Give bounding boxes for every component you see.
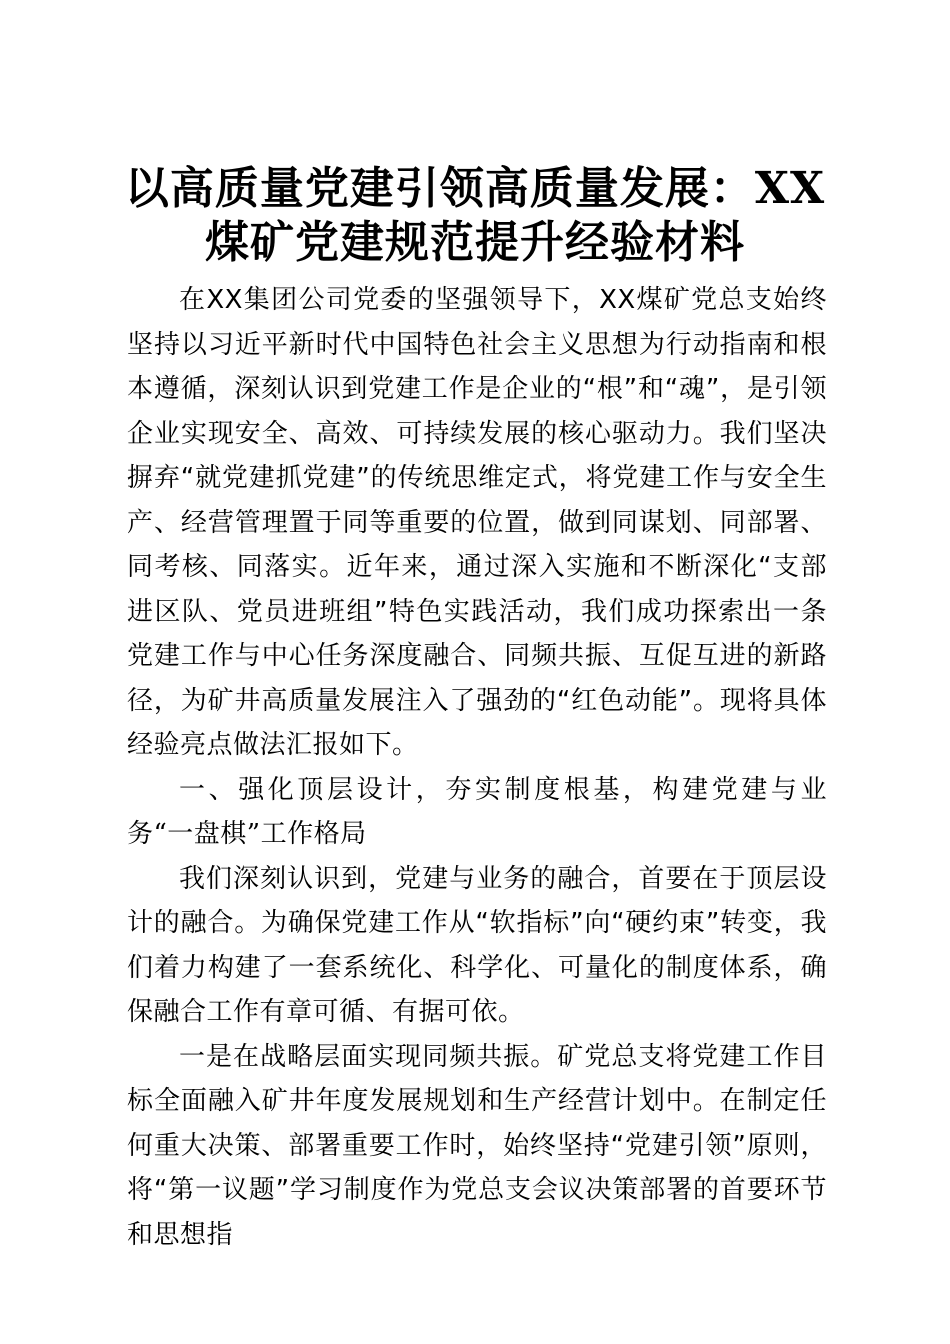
- document-body: [127, 278, 827, 1257]
- section-1-paragraph-2: 一是在战略层面实现同频共振。矿党总支将党建工作目标全面融入矿井年度发展规划和生产经营计划中。在制定任何重大决策、部署重要工作时，始终坚持“党建引领”原则，将“第一议题”学习制度作为党总支会议决策部署的首要环节和思想指: [127, 1041, 827, 1250]
- document-title: 以高质量党建引领高质量发展：XX煤矿党建规范提升经验材料: [124, 163, 826, 268]
- section-heading-1: 一、强化顶层设计，夯实制度根基，构建党建与业务“一盘棋”工作格局: [127, 774, 827, 849]
- intro-paragraph: 在XX集团公司党委的坚强领导下，XX煤矿党总支始终坚持以习近平新时代中国特色社会主义思想为行动指南和根本遵循，深刻认识到党建工作是企业的“根”和“魂”，是引领企业实现安全、高效、可持续发展的核心驱动力。我们坚决摒弃“就党建抓党建”的传统思维定式，将党建工作与安全生产、经营管理置于同等重要的位置，做到同谋划、同部署、同考核、同落实。近年来，通过深入实施和不断深化“支部进区队、党员进班组”特色实践活动，我们成功探索出一条党建工作与中心任务深度融合、同频共振、互促互进的新路径，为矿井高质量发展注入了强劲的“红色动能”。现将具体经验亮点做法汇报如下。: [127, 285, 827, 760]
- section-1-paragraph-1: 我们深刻认识到，党建与业务的融合，首要在于顶层设计的融合。为确保党建工作从“软指标”向“硬约束”转变，我们着力构建了一套系统化、科学化、可量化的制度体系，确保融合工作有章可循、有据可依。: [127, 863, 827, 1027]
